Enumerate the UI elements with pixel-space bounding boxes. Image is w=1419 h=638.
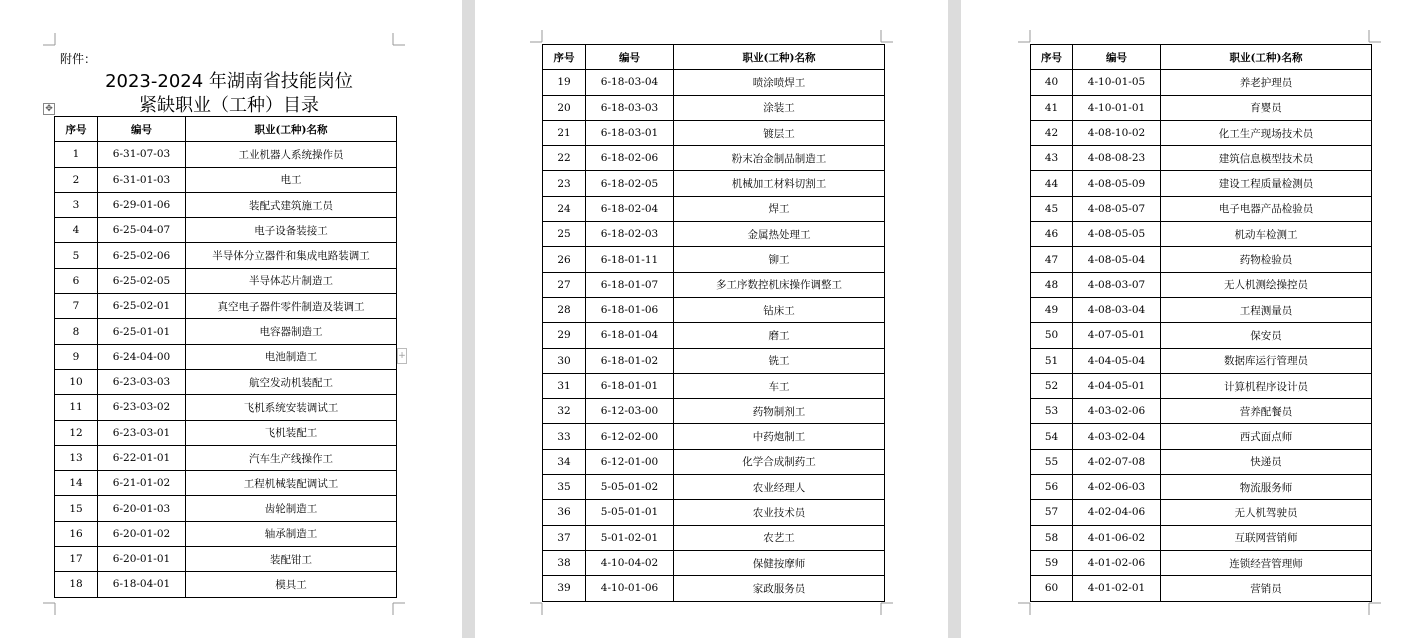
code-cell: 6-25-02-05 (98, 268, 186, 293)
header-name: 职业(工种)名称 (1161, 45, 1372, 70)
code-cell: 4-08-03-07 (1073, 272, 1161, 297)
table-row (543, 449, 885, 474)
seq-cell: 58 (1031, 525, 1073, 550)
seq-cell: 29 (543, 323, 586, 348)
code-cell: 4-01-06-02 (1073, 525, 1161, 550)
code-cell: 6-20-01-03 (98, 496, 186, 521)
table-row (55, 142, 397, 167)
name-cell: 连锁经营管理师 (1161, 550, 1372, 575)
header-name: 职业(工种)名称 (186, 117, 397, 142)
seq-cell: 1 (55, 142, 98, 167)
seq-cell: 27 (543, 272, 586, 297)
header-code: 编号 (1073, 45, 1161, 70)
seq-cell: 26 (543, 247, 586, 272)
table-row (543, 424, 885, 449)
name-cell: 磨工 (674, 323, 885, 348)
code-cell: 4-08-05-07 (1073, 196, 1161, 221)
seq-cell: 32 (543, 399, 586, 424)
code-cell: 6-18-03-03 (586, 95, 674, 120)
name-cell: 飞机装配工 (186, 420, 397, 445)
occupation-table-page-3 (1030, 44, 1372, 602)
table-body (55, 142, 397, 597)
table-row (543, 95, 885, 120)
code-cell: 5-05-01-01 (586, 500, 674, 525)
code-cell: 6-18-01-02 (586, 348, 674, 373)
table-row (55, 496, 397, 521)
code-cell: 6-24-04-00 (98, 344, 186, 369)
code-cell: 5-05-01-02 (586, 475, 674, 500)
attachment-label: 附件： (60, 52, 97, 66)
seq-cell: 11 (55, 395, 98, 420)
name-cell: 工程测量员 (1161, 297, 1372, 322)
code-cell: 6-12-01-00 (586, 449, 674, 474)
code-cell: 6-18-04-01 (98, 572, 186, 597)
document-title-line1: 2023-2024 年湖南省技能岗位 (105, 71, 353, 92)
header-code: 编号 (586, 45, 674, 70)
code-cell: 6-21-01-02 (98, 471, 186, 496)
seq-cell: 18 (55, 572, 98, 597)
table-row (1031, 95, 1372, 120)
code-cell: 6-29-01-06 (98, 192, 186, 217)
header-code: 编号 (98, 117, 186, 142)
seq-cell: 34 (543, 449, 586, 474)
name-cell: 互联网营销师 (1161, 525, 1372, 550)
seq-cell: 25 (543, 222, 586, 247)
code-cell: 6-18-01-07 (586, 272, 674, 297)
seq-cell: 16 (55, 521, 98, 546)
table-row (55, 268, 397, 293)
seq-cell: 40 (1031, 70, 1073, 95)
name-cell: 齿轮制造工 (186, 496, 397, 521)
table-row (1031, 323, 1372, 348)
code-cell: 6-25-02-01 (98, 294, 186, 319)
name-cell: 喷涂喷焊工 (674, 70, 885, 95)
table-row (1031, 449, 1372, 474)
table-row (543, 247, 885, 272)
code-cell: 4-03-02-06 (1073, 399, 1161, 424)
code-cell: 4-03-02-04 (1073, 424, 1161, 449)
seq-cell: 43 (1031, 146, 1073, 171)
name-cell: 半导体芯片制造工 (186, 268, 397, 293)
code-cell: 6-18-02-05 (586, 171, 674, 196)
seq-cell: 37 (543, 525, 586, 550)
seq-cell: 59 (1031, 550, 1073, 575)
name-cell: 粉末冶金制品制造工 (674, 146, 885, 171)
seq-cell: 19 (543, 70, 586, 95)
seq-cell: 38 (543, 550, 586, 575)
seq-cell: 30 (543, 348, 586, 373)
code-cell: 4-08-10-02 (1073, 120, 1161, 145)
page-gutter-2 (948, 0, 961, 638)
code-cell: 6-12-02-00 (586, 424, 674, 449)
seq-cell: 52 (1031, 373, 1073, 398)
seq-cell: 22 (543, 146, 586, 171)
occupation-table-page-2 (542, 44, 885, 602)
code-cell: 4-02-04-06 (1073, 500, 1161, 525)
header-seq: 序号 (55, 117, 98, 142)
name-cell: 物流服务师 (1161, 475, 1372, 500)
seq-cell: 51 (1031, 348, 1073, 373)
seq-cell: 21 (543, 120, 586, 145)
table-row (1031, 424, 1372, 449)
name-cell: 保安员 (1161, 323, 1372, 348)
name-cell: 中药炮制工 (674, 424, 885, 449)
name-cell: 镀层工 (674, 120, 885, 145)
table-row (543, 196, 885, 221)
code-cell: 6-23-03-03 (98, 369, 186, 394)
name-cell: 建设工程质量检测员 (1161, 171, 1372, 196)
name-cell: 钻床工 (674, 297, 885, 322)
table-row (1031, 196, 1372, 221)
name-cell: 车工 (674, 373, 885, 398)
name-cell: 西式面点师 (1161, 424, 1372, 449)
table-row (55, 445, 397, 470)
table-row (1031, 525, 1372, 550)
table-add-column-icon[interactable]: + (397, 348, 407, 364)
table-row (543, 297, 885, 322)
code-cell: 5-01-02-01 (586, 525, 674, 550)
code-cell: 4-10-01-05 (1073, 70, 1161, 95)
name-cell: 焊工 (674, 196, 885, 221)
name-cell: 保健按摩师 (674, 550, 885, 575)
name-cell: 半导体分立器件和集成电路装调工 (186, 243, 397, 268)
code-cell: 6-18-02-03 (586, 222, 674, 247)
seq-cell: 47 (1031, 247, 1073, 272)
table-row (543, 120, 885, 145)
seq-cell: 6 (55, 268, 98, 293)
seq-cell: 10 (55, 369, 98, 394)
table-body (1031, 70, 1372, 601)
name-cell: 养老护理员 (1161, 70, 1372, 95)
table-row (1031, 475, 1372, 500)
name-cell: 电子电器产品检验员 (1161, 196, 1372, 221)
name-cell: 家政服务员 (674, 576, 885, 601)
seq-cell: 28 (543, 297, 586, 322)
seq-cell: 60 (1031, 576, 1073, 601)
code-cell: 6-25-01-01 (98, 319, 186, 344)
code-cell: 4-08-05-09 (1073, 171, 1161, 196)
seq-cell: 54 (1031, 424, 1073, 449)
name-cell: 工程机械装配调试工 (186, 471, 397, 496)
seq-cell: 55 (1031, 449, 1073, 474)
document-title-line2: 紧缺职业（工种）目录 (139, 95, 319, 116)
name-cell: 电子设备装接工 (186, 218, 397, 243)
table-row (1031, 247, 1372, 272)
table-row (543, 475, 885, 500)
seq-cell: 53 (1031, 399, 1073, 424)
table-row (543, 323, 885, 348)
name-cell: 药物检验员 (1161, 247, 1372, 272)
code-cell: 4-01-02-01 (1073, 576, 1161, 601)
table-row (55, 521, 397, 546)
code-cell: 6-31-01-03 (98, 167, 186, 192)
table-row (543, 70, 885, 95)
name-cell: 汽车生产线操作工 (186, 445, 397, 470)
seq-cell: 8 (55, 319, 98, 344)
table-row (55, 547, 397, 572)
name-cell: 机械加工材料切割工 (674, 171, 885, 196)
code-cell: 4-07-05-01 (1073, 323, 1161, 348)
name-cell: 建筑信息模型技术员 (1161, 146, 1372, 171)
seq-cell: 17 (55, 547, 98, 572)
seq-cell: 20 (543, 95, 586, 120)
seq-cell: 41 (1031, 95, 1073, 120)
table-row (1031, 272, 1372, 297)
table-header-row (543, 45, 885, 70)
seq-cell: 9 (55, 344, 98, 369)
name-cell: 多工序数控机床操作调整工 (674, 272, 885, 297)
table-row (543, 576, 885, 601)
table-row (1031, 297, 1372, 322)
code-cell: 4-08-05-05 (1073, 222, 1161, 247)
name-cell: 化工生产现场技术员 (1161, 120, 1372, 145)
seq-cell: 56 (1031, 475, 1073, 500)
table-row (1031, 399, 1372, 424)
table-row (1031, 222, 1372, 247)
code-cell: 6-23-03-01 (98, 420, 186, 445)
code-cell: 6-18-01-06 (586, 297, 674, 322)
code-cell: 6-20-01-01 (98, 547, 186, 572)
table-row (543, 146, 885, 171)
seq-cell: 7 (55, 294, 98, 319)
seq-cell: 45 (1031, 196, 1073, 221)
table-row (543, 222, 885, 247)
seq-cell: 31 (543, 373, 586, 398)
seq-cell: 50 (1031, 323, 1073, 348)
name-cell: 真空电子器件零件制造及装调工 (186, 294, 397, 319)
table-row (1031, 550, 1372, 575)
seq-cell: 4 (55, 218, 98, 243)
table-row (1031, 500, 1372, 525)
name-cell: 数据库运行管理员 (1161, 348, 1372, 373)
name-cell: 轴承制造工 (186, 521, 397, 546)
name-cell: 铣工 (674, 348, 885, 373)
code-cell: 4-08-08-23 (1073, 146, 1161, 171)
seq-cell: 2 (55, 167, 98, 192)
name-cell: 装配钳工 (186, 547, 397, 572)
table-row (55, 294, 397, 319)
name-cell: 营养配餐员 (1161, 399, 1372, 424)
code-cell: 6-18-02-04 (586, 196, 674, 221)
seq-cell: 44 (1031, 171, 1073, 196)
table-row (543, 399, 885, 424)
table-row (1031, 70, 1372, 95)
table-row (55, 243, 397, 268)
table-row (543, 373, 885, 398)
header-name: 职业(工种)名称 (674, 45, 885, 70)
table-header-row (55, 117, 397, 142)
seq-cell: 14 (55, 471, 98, 496)
name-cell: 机动车检测工 (1161, 222, 1372, 247)
seq-cell: 12 (55, 420, 98, 445)
code-cell: 6-31-07-03 (98, 142, 186, 167)
table-row (1031, 146, 1372, 171)
table-row (55, 344, 397, 369)
code-cell: 6-23-03-02 (98, 395, 186, 420)
table-row (55, 471, 397, 496)
occupation-table-page-1 (54, 116, 397, 598)
code-cell: 6-18-01-01 (586, 373, 674, 398)
name-cell: 电容器制造工 (186, 319, 397, 344)
code-cell: 4-02-06-03 (1073, 475, 1161, 500)
code-cell: 4-08-03-04 (1073, 297, 1161, 322)
table-row (543, 500, 885, 525)
name-cell: 农业经理人 (674, 475, 885, 500)
name-cell: 铆工 (674, 247, 885, 272)
seq-cell: 57 (1031, 500, 1073, 525)
table-row (543, 272, 885, 297)
table-row (1031, 348, 1372, 373)
code-cell: 6-25-04-07 (98, 218, 186, 243)
name-cell: 涂装工 (674, 95, 885, 120)
code-cell: 6-22-01-01 (98, 445, 186, 470)
seq-cell: 42 (1031, 120, 1073, 145)
name-cell: 化学合成制药工 (674, 449, 885, 474)
table-row (1031, 576, 1372, 601)
code-cell: 6-18-01-11 (586, 247, 674, 272)
table-row (1031, 171, 1372, 196)
table-row (55, 369, 397, 394)
seq-cell: 39 (543, 576, 586, 601)
table-row (543, 171, 885, 196)
seq-cell: 13 (55, 445, 98, 470)
code-cell: 4-04-05-01 (1073, 373, 1161, 398)
seq-cell: 49 (1031, 297, 1073, 322)
code-cell: 6-18-03-01 (586, 120, 674, 145)
table-row (55, 167, 397, 192)
header-seq: 序号 (543, 45, 586, 70)
name-cell: 计算机程序设计员 (1161, 373, 1372, 398)
name-cell: 工业机器人系统操作员 (186, 142, 397, 167)
name-cell: 航空发动机装配工 (186, 369, 397, 394)
table-row (1031, 120, 1372, 145)
seq-cell: 33 (543, 424, 586, 449)
code-cell: 6-18-02-06 (586, 146, 674, 171)
name-cell: 飞机系统安装调试工 (186, 395, 397, 420)
name-cell: 模具工 (186, 572, 397, 597)
seq-cell: 48 (1031, 272, 1073, 297)
name-cell: 电池制造工 (186, 344, 397, 369)
table-row (55, 395, 397, 420)
code-cell: 4-04-05-04 (1073, 348, 1161, 373)
table-row (55, 192, 397, 217)
table-body (543, 70, 885, 601)
code-cell: 4-10-01-01 (1073, 95, 1161, 120)
code-cell: 6-12-03-00 (586, 399, 674, 424)
name-cell: 电工 (186, 167, 397, 192)
seq-cell: 36 (543, 500, 586, 525)
table-row (55, 420, 397, 445)
table-row (543, 550, 885, 575)
name-cell: 育婴员 (1161, 95, 1372, 120)
seq-cell: 23 (543, 171, 586, 196)
table-row (55, 218, 397, 243)
code-cell: 6-18-03-04 (586, 70, 674, 95)
seq-cell: 15 (55, 496, 98, 521)
seq-cell: 3 (55, 192, 98, 217)
name-cell: 装配式建筑施工员 (186, 192, 397, 217)
code-cell: 4-10-04-02 (586, 550, 674, 575)
page-gutter-1 (462, 0, 475, 638)
code-cell: 6-18-01-04 (586, 323, 674, 348)
code-cell: 4-08-05-04 (1073, 247, 1161, 272)
seq-cell: 24 (543, 196, 586, 221)
header-seq: 序号 (1031, 45, 1073, 70)
seq-cell: 5 (55, 243, 98, 268)
code-cell: 6-25-02-06 (98, 243, 186, 268)
code-cell: 4-10-01-06 (586, 576, 674, 601)
table-row (55, 572, 397, 597)
name-cell: 无人机测绘操控员 (1161, 272, 1372, 297)
table-header-row (1031, 45, 1372, 70)
table-row (1031, 373, 1372, 398)
table-row (55, 319, 397, 344)
name-cell: 快递员 (1161, 449, 1372, 474)
code-cell: 4-01-02-06 (1073, 550, 1161, 575)
name-cell: 金属热处理工 (674, 222, 885, 247)
code-cell: 6-20-01-02 (98, 521, 186, 546)
table-move-handle-icon[interactable]: ✥ (43, 103, 55, 115)
name-cell: 药物制剂工 (674, 399, 885, 424)
name-cell: 农业技术员 (674, 500, 885, 525)
name-cell: 营销员 (1161, 576, 1372, 601)
seq-cell: 35 (543, 475, 586, 500)
name-cell: 无人机驾驶员 (1161, 500, 1372, 525)
code-cell: 4-02-07-08 (1073, 449, 1161, 474)
table-row (543, 348, 885, 373)
table-row (543, 525, 885, 550)
seq-cell: 46 (1031, 222, 1073, 247)
name-cell: 农艺工 (674, 525, 885, 550)
